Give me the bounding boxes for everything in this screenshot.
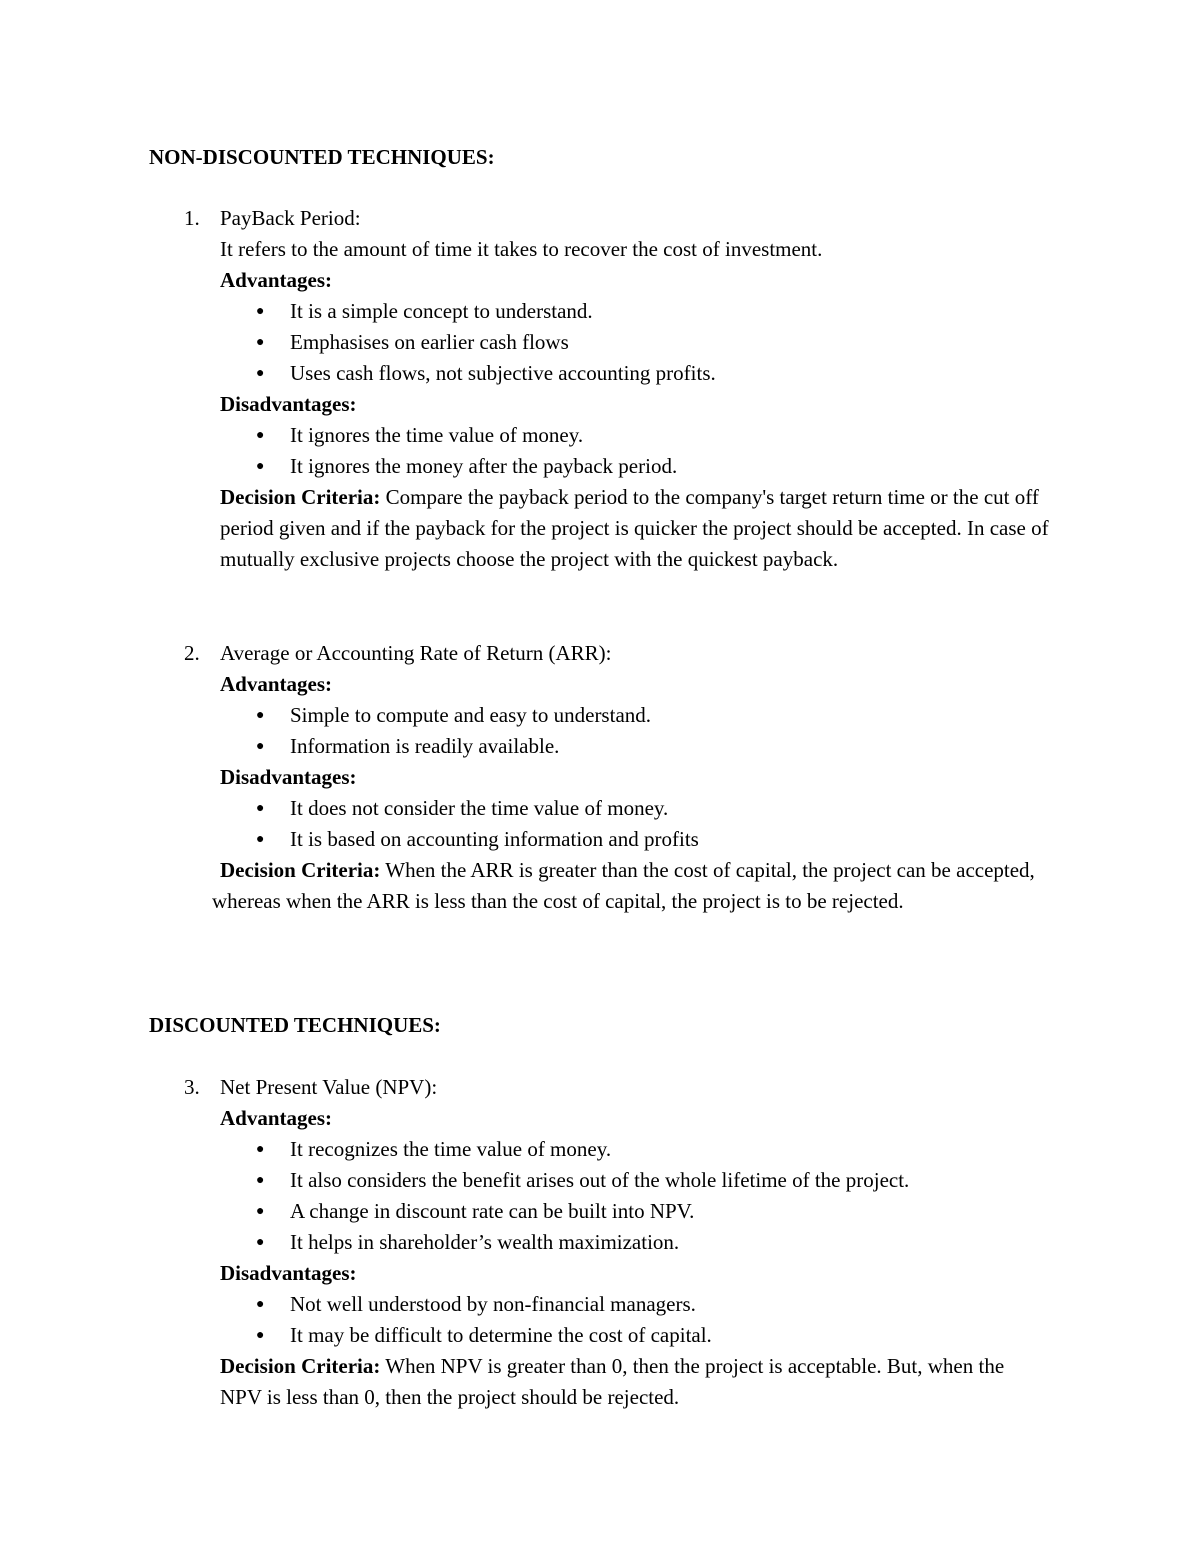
disadvantage-item: It ignores the time value of money.	[290, 423, 584, 447]
advantage-item: It helps in shareholder’s wealth maximization.	[290, 1230, 680, 1254]
decision-criteria-label: Decision Criteria:	[220, 485, 381, 509]
disadvantages-label: Disadvantages:	[220, 392, 357, 416]
disadvantage-item: It does not consider the time value of money.	[290, 796, 669, 820]
item-title-arr: Average or Accounting Rate of Return (ARR):	[220, 641, 612, 665]
bullet-icon: ●	[256, 739, 265, 754]
bullet-icon: ●	[256, 1204, 265, 1219]
disadvantage-item: It is based on accounting information and profits	[290, 827, 699, 851]
advantages-label: Advantages:	[220, 268, 333, 292]
disadvantages-label: Disadvantages:	[220, 765, 357, 789]
bullet-icon: ●	[256, 1328, 265, 1343]
bullet-icon: ●	[256, 459, 265, 474]
bullet-icon: ●	[256, 832, 265, 847]
bullet-icon: ●	[256, 801, 265, 816]
section-heading-discounted: DISCOUNTED TECHNIQUES:	[149, 1013, 441, 1037]
advantage-item: Information is readily available.	[290, 734, 560, 758]
disadvantage-item: It may be difficult to determine the cost of capital.	[290, 1323, 712, 1347]
advantage-item: It also considers the benefit arises out of the whole lifetime of the project.	[290, 1168, 910, 1192]
advantage-item: A change in discount rate can be built into NPV.	[290, 1199, 695, 1223]
decision-criteria-text: When the ARR is greater than the cost of capital, the project can be accepted, whereas when the ARR is less than the cost of capital, the project is to be rejected.	[212, 858, 1035, 913]
bullet-icon: ●	[256, 1297, 265, 1312]
disadvantages-label: Disadvantages:	[220, 1261, 357, 1285]
item-title-npv: Net Present Value (NPV):	[220, 1075, 438, 1099]
item-number: 3.	[184, 1075, 200, 1099]
advantage-item: Simple to compute and easy to understand.	[290, 703, 652, 727]
bullet-icon: ●	[256, 1173, 265, 1188]
bullet-icon: ●	[256, 1142, 265, 1157]
advantage-item: It is a simple concept to understand.	[290, 299, 593, 323]
advantages-label: Advantages:	[220, 672, 333, 696]
decision-criteria-paragraph	[220, 1351, 1050, 1413]
bullet-icon: ●	[256, 428, 265, 443]
item-number: 2.	[184, 641, 200, 665]
bullet-icon: ●	[256, 304, 265, 319]
bullet-icon: ●	[256, 335, 265, 350]
decision-criteria-text: When NPV is greater than 0, then the project is acceptable. But, when the NPV is less than 0, then the project should be rejected.	[220, 1354, 1005, 1409]
bullet-icon: ●	[256, 1235, 265, 1250]
bullet-icon: ●	[256, 366, 265, 381]
decision-criteria-paragraph	[220, 482, 1050, 575]
advantage-item: It recognizes the time value of money.	[290, 1137, 612, 1161]
advantage-item: Uses cash flows, not subjective accounting profits.	[290, 361, 716, 385]
section-heading-non-discounted: NON-DISCOUNTED TECHNIQUES:	[149, 145, 495, 169]
disadvantage-item: It ignores the money after the payback period.	[290, 454, 678, 478]
decision-criteria-label: Decision Criteria:	[220, 1354, 381, 1378]
item-number: 1.	[184, 206, 200, 230]
item-description: It refers to the amount of time it takes to recover the cost of investment.	[220, 237, 823, 261]
advantage-item: Emphasises on earlier cash flows	[290, 330, 569, 354]
advantages-label: Advantages:	[220, 1106, 333, 1130]
decision-criteria-label: Decision Criteria:	[220, 858, 381, 882]
disadvantage-item: Not well understood by non-financial managers.	[290, 1292, 696, 1316]
decision-criteria-paragraph	[212, 855, 1052, 917]
bullet-icon: ●	[256, 708, 265, 723]
decision-criteria-text: Compare the payback period to the company's target return time or the cut off period given and if the payback for the project is quicker the project should be accepted. In case of mutually exclusive projects choose the project with the quickest payback.	[220, 485, 1049, 571]
item-title-payback: PayBack Period:	[220, 206, 361, 230]
